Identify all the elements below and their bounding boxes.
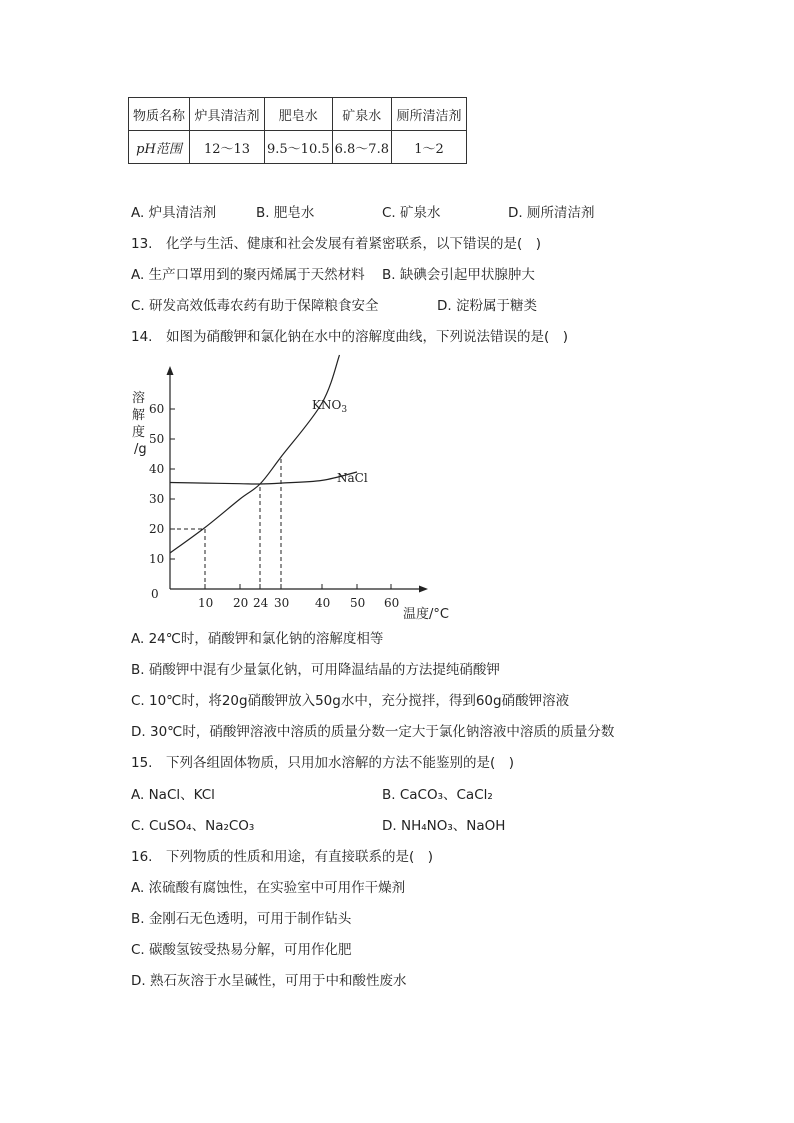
- q12-option-c: C. 矿泉水: [382, 205, 441, 221]
- y-axis-label: 溶解度/g: [132, 391, 147, 457]
- table-cell: 炉具清洁剂: [190, 98, 265, 131]
- table-cell: 6.8～7.8: [332, 131, 391, 164]
- q13-option-a: A. 生产口罩用到的聚丙烯属于天然材料: [131, 267, 365, 283]
- q15-option-b: B. CaCO₃、CaCl₂: [382, 787, 493, 803]
- y-axis-arrow: [167, 366, 174, 375]
- q16-option-b: B. 金刚石无色透明，可用于制作钻头: [131, 911, 352, 927]
- x-tick-label: 50: [350, 596, 366, 610]
- table-header-cell: 物质名称: [129, 98, 190, 131]
- kno3-label: $KNO_3$: [312, 398, 348, 415]
- y-tick-label: 10: [149, 552, 165, 566]
- x-axis-label: 温度/°C: [403, 607, 449, 622]
- x-tick-label: 10: [198, 596, 214, 610]
- table-cell: 矿泉水: [332, 98, 391, 131]
- q12-option-d: D. 厕所清洁剂: [508, 205, 595, 221]
- table-cell: 9.5～10.5: [265, 131, 333, 164]
- x-tick-label: 60: [384, 596, 400, 610]
- q14-option-b: B. 硝酸钾中混有少量氯化钠，可用降温结晶的方法提纯硝酸钾: [131, 662, 500, 678]
- x-tick-label: 20: [233, 596, 249, 610]
- q13-option-b: B. 缺碘会引起甲状腺肿大: [382, 267, 535, 283]
- y-tick-label: 60: [149, 402, 165, 416]
- q12-option-a: A. 炉具清洁剂: [131, 205, 217, 221]
- table-cell: 厕所清洁剂: [391, 98, 466, 131]
- y-tick-label: 0: [151, 587, 159, 601]
- q15-option-c: C. CuSO₄、Na₂CO₃: [131, 818, 255, 834]
- table-cell: 1～2: [391, 131, 466, 164]
- q14-option-a: A. 24℃时，硝酸钾和氯化钠的溶解度相等: [131, 631, 384, 647]
- nacl-curve: [170, 472, 357, 484]
- y-tick-label: 40: [149, 462, 165, 476]
- q15-stem: 15. 下列各组固体物质，只用加水溶解的方法不能鉴别的是( ): [131, 755, 515, 771]
- table-header-cell: pH范围: [129, 131, 190, 164]
- q14-option-d: D. 30℃时，硝酸钾溶液中溶质的质量分数一定大于氯化钠溶液中溶质的质量分数: [131, 724, 615, 740]
- x-tick-label: 24: [253, 596, 269, 610]
- q14-option-c: C. 10℃时，将20g硝酸钾放入50g水中，充分搅拌，得到60g硝酸钾溶液: [131, 693, 570, 709]
- q16-option-c: C. 碳酸氢铵受热易分解，可用作化肥: [131, 942, 352, 958]
- table-cell: 肥皂水: [265, 98, 333, 131]
- q13-stem: 13. 化学与生活、健康和社会发展有着紧密联系，以下错误的是( ): [131, 236, 542, 252]
- q16-option-d: D. 熟石灰溶于水呈碱性，可用于中和酸性废水: [131, 973, 407, 989]
- kno3-curve: [170, 355, 340, 553]
- x-tick-label: 30: [274, 596, 290, 610]
- x-tick-label: 40: [315, 596, 331, 610]
- y-tick-label: 20: [149, 522, 165, 536]
- q16-option-a: A. 浓硫酸有腐蚀性，在实验室中可用作干燥剂: [131, 880, 406, 896]
- q13-option-c: C. 研发高效低毒农药有助于保障粮食安全: [131, 298, 379, 314]
- q15-option-a: A. NaCl、KCl: [131, 787, 215, 803]
- x-axis-arrow: [419, 586, 428, 593]
- y-tick-label: 50: [149, 432, 165, 446]
- y-tick-label: 30: [149, 492, 165, 506]
- q12-option-b: B. 肥皂水: [256, 205, 315, 221]
- q15-option-d: D. NH₄NO₃、NaOH: [382, 818, 506, 834]
- q16-stem: 16. 下列物质的性质和用途，有直接联系的是( ): [131, 849, 434, 865]
- q14-stem: 14. 如图为硝酸钾和氯化钠在水中的溶解度曲线，下列说法错误的是( ): [131, 329, 569, 345]
- q13-option-d: D. 淀粉属于糖类: [437, 298, 537, 314]
- nacl-label: NaCl: [337, 471, 368, 485]
- table-cell: 12～13: [190, 131, 265, 164]
